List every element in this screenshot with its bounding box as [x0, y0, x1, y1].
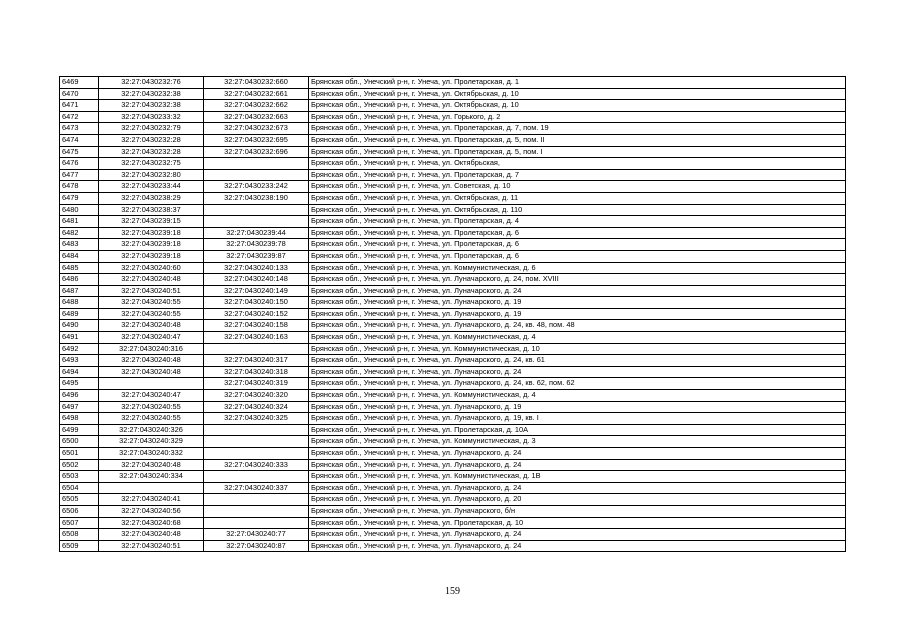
- object-cadastral-number-cell: 32:27:0430240:133: [204, 262, 309, 274]
- object-cadastral-number-cell: 32:27:0430232:695: [204, 134, 309, 146]
- address-cell: Брянская обл., Унечский р-н, г. Унеча, ул. Пролетарская, д. 10: [309, 517, 846, 529]
- table-row: [60, 459, 846, 471]
- table-row: [60, 494, 846, 506]
- row-number-cell: 6505: [60, 494, 99, 506]
- address-cell: Брянская обл., Унечский р-н, г. Унеча, ул. Октябрьская, д. 10: [309, 88, 846, 100]
- land-cadastral-number-cell: 32:27:0430240:55: [99, 401, 204, 413]
- land-cadastral-number-cell: 32:27:0430232:80: [99, 169, 204, 181]
- table-row: [60, 262, 846, 274]
- land-cadastral-number-cell: 32:27:0430240:56: [99, 505, 204, 517]
- table-row: [60, 227, 846, 239]
- land-cadastral-number-cell: 32:27:0430240:48: [99, 459, 204, 471]
- land-cadastral-number-cell: 32:27:0430232:28: [99, 146, 204, 158]
- row-number-cell: 6503: [60, 471, 99, 483]
- row-number-cell: 6482: [60, 227, 99, 239]
- table-row: [60, 239, 846, 251]
- row-number-cell: 6470: [60, 88, 99, 100]
- address-cell: Брянская обл., Унечский р-н, г. Унеча, ул. Октябрьская, д. 10: [309, 100, 846, 112]
- address-cell: Брянская обл., Унечский р-н, г. Унеча, ул. Горького, д. 2: [309, 111, 846, 123]
- land-cadastral-number-cell: 32:27:0430238:29: [99, 192, 204, 204]
- object-cadastral-number-cell: [204, 216, 309, 228]
- land-cadastral-number-cell: 32:27:0430240:332: [99, 448, 204, 460]
- row-number-cell: 6507: [60, 517, 99, 529]
- table-row: [60, 216, 846, 228]
- address-cell: Брянская обл., Унечский р-н, г. Унеча, ул. Луначарского, б/н: [309, 505, 846, 517]
- land-cadastral-number-cell: 32:27:0430239:15: [99, 216, 204, 228]
- object-cadastral-number-cell: 32:27:0430239:44: [204, 227, 309, 239]
- address-cell: Брянская обл., Унечский р-н, г. Унеча, ул. Луначарского, д. 19: [309, 297, 846, 309]
- row-number-cell: 6498: [60, 413, 99, 425]
- land-cadastral-number-cell: 32:27:0430232:38: [99, 88, 204, 100]
- row-number-cell: 6499: [60, 424, 99, 436]
- land-cadastral-number-cell: [99, 482, 204, 494]
- land-cadastral-number-cell: 32:27:0430240:48: [99, 320, 204, 332]
- address-cell: Брянская обл., Унечский р-н, г. Унеча, ул. Пролетарская, д. 7, пом. 19: [309, 123, 846, 135]
- table-row: [60, 413, 846, 425]
- object-cadastral-number-cell: [204, 158, 309, 170]
- table-row: [60, 517, 846, 529]
- land-cadastral-number-cell: 32:27:0430240:326: [99, 424, 204, 436]
- table-row: [60, 505, 846, 517]
- object-cadastral-number-cell: [204, 169, 309, 181]
- object-cadastral-number-cell: 32:27:0430240:320: [204, 390, 309, 402]
- row-number-cell: 6483: [60, 239, 99, 251]
- address-cell: Брянская обл., Унечский р-н, г. Унеча, ул. Луначарского, д. 24: [309, 366, 846, 378]
- object-cadastral-number-cell: [204, 505, 309, 517]
- land-cadastral-number-cell: 32:27:0430240:334: [99, 471, 204, 483]
- table-row: [60, 390, 846, 402]
- row-number-cell: 6474: [60, 134, 99, 146]
- row-number-cell: 6476: [60, 158, 99, 170]
- land-cadastral-number-cell: 32:27:0430232:28: [99, 134, 204, 146]
- object-cadastral-number-cell: 32:27:0430240:158: [204, 320, 309, 332]
- row-number-cell: 6488: [60, 297, 99, 309]
- table-row: [60, 169, 846, 181]
- row-number-cell: 6481: [60, 216, 99, 228]
- row-number-cell: 6479: [60, 192, 99, 204]
- object-cadastral-number-cell: 32:27:0430240:318: [204, 366, 309, 378]
- row-number-cell: 6494: [60, 366, 99, 378]
- land-cadastral-number-cell: 32:27:0430240:329: [99, 436, 204, 448]
- address-cell: Брянская обл., Унечский р-н, г. Унеча, ул. Пролетарская, д. 7: [309, 169, 846, 181]
- table-row: [60, 355, 846, 367]
- land-cadastral-number-cell: 32:27:0430232:79: [99, 123, 204, 135]
- table-row: [60, 111, 846, 123]
- object-cadastral-number-cell: 32:27:0430232:661: [204, 88, 309, 100]
- row-number-cell: 6509: [60, 540, 99, 552]
- object-cadastral-number-cell: [204, 448, 309, 460]
- address-cell: Брянская обл., Унечский р-н, г. Унеча, ул. Пролетарская, д. 5, пом. II: [309, 134, 846, 146]
- table-row: [60, 88, 846, 100]
- object-cadastral-number-cell: 32:27:0430232:663: [204, 111, 309, 123]
- object-cadastral-number-cell: [204, 436, 309, 448]
- land-cadastral-number-cell: 32:27:0430232:75: [99, 158, 204, 170]
- object-cadastral-number-cell: 32:27:0430240:150: [204, 297, 309, 309]
- row-number-cell: 6486: [60, 274, 99, 286]
- object-cadastral-number-cell: 32:27:0430232:660: [204, 77, 309, 89]
- address-cell: Брянская обл., Унечский р-н, г. Унеча, ул. Луначарского, д. 24: [309, 540, 846, 552]
- table-row: [60, 158, 846, 170]
- table-row: [60, 424, 846, 436]
- address-cell: Брянская обл., Унечский р-н, г. Унеча, ул. Коммунистическая, д. 4: [309, 332, 846, 344]
- row-number-cell: 6491: [60, 332, 99, 344]
- object-cadastral-number-cell: [204, 204, 309, 216]
- object-cadastral-number-cell: [204, 424, 309, 436]
- row-number-cell: 6501: [60, 448, 99, 460]
- address-cell: Брянская обл., Унечский р-н, г. Унеча, ул. Луначарского, д. 24: [309, 529, 846, 541]
- row-number-cell: 6469: [60, 77, 99, 89]
- object-cadastral-number-cell: 32:27:0430240:324: [204, 401, 309, 413]
- address-cell: Брянская обл., Унечский р-н, г. Унеча, ул. Луначарского, д. 24, кв. 62, пом. 62: [309, 378, 846, 390]
- row-number-cell: 6504: [60, 482, 99, 494]
- table-row: [60, 471, 846, 483]
- address-cell: Брянская обл., Унечский р-н, г. Унеча, ул. Коммунистическая, д. 6: [309, 262, 846, 274]
- land-cadastral-number-cell: 32:27:0430240:48: [99, 366, 204, 378]
- row-number-cell: 6496: [60, 390, 99, 402]
- address-cell: Брянская обл., Унечский р-н, г. Унеча, ул. Октябрьская, д. 110: [309, 204, 846, 216]
- object-cadastral-number-cell: [204, 494, 309, 506]
- land-cadastral-number-cell: 32:27:0430240:55: [99, 308, 204, 320]
- object-cadastral-number-cell: 32:27:0430240:149: [204, 285, 309, 297]
- table-row: [60, 308, 846, 320]
- row-number-cell: 6485: [60, 262, 99, 274]
- table-row: [60, 100, 846, 112]
- row-number-cell: 6480: [60, 204, 99, 216]
- land-cadastral-number-cell: [99, 378, 204, 390]
- table-row: [60, 181, 846, 193]
- land-cadastral-number-cell: 32:27:0430239:18: [99, 239, 204, 251]
- land-cadastral-number-cell: 32:27:0430240:55: [99, 297, 204, 309]
- land-cadastral-number-cell: 32:27:0430233:44: [99, 181, 204, 193]
- row-number-cell: 6508: [60, 529, 99, 541]
- table-row: [60, 366, 846, 378]
- land-cadastral-number-cell: 32:27:0430239:18: [99, 250, 204, 262]
- object-cadastral-number-cell: 32:27:0430240:77: [204, 529, 309, 541]
- table-row: [60, 285, 846, 297]
- address-cell: Брянская обл., Унечский р-н, г. Унеча, ул. Октябрьская, д. 11: [309, 192, 846, 204]
- object-cadastral-number-cell: 32:27:0430240:148: [204, 274, 309, 286]
- land-cadastral-number-cell: 32:27:0430238:37: [99, 204, 204, 216]
- address-cell: Брянская обл., Унечский р-н, г. Унеча, ул. Луначарского, д. 24, пом. XVIII: [309, 274, 846, 286]
- address-cell: Брянская обл., Унечский р-н, г. Унеча, ул. Пролетарская, д. 4: [309, 216, 846, 228]
- row-number-cell: 6473: [60, 123, 99, 135]
- object-cadastral-number-cell: 32:27:0430239:87: [204, 250, 309, 262]
- address-cell: Брянская обл., Унечский р-н, г. Унеча, ул. Луначарского, д. 20: [309, 494, 846, 506]
- object-cadastral-number-cell: [204, 343, 309, 355]
- address-cell: Брянская обл., Унечский р-н, г. Унеча, ул. Луначарского, д. 24, кв. 61: [309, 355, 846, 367]
- row-number-cell: 6487: [60, 285, 99, 297]
- land-cadastral-number-cell: 32:27:0430240:47: [99, 390, 204, 402]
- object-cadastral-number-cell: 32:27:0430238:190: [204, 192, 309, 204]
- land-cadastral-number-cell: 32:27:0430240:47: [99, 332, 204, 344]
- land-cadastral-number-cell: 32:27:0430240:316: [99, 343, 204, 355]
- object-cadastral-number-cell: 32:27:0430240:319: [204, 378, 309, 390]
- address-cell: Брянская обл., Унечский р-н, г. Унеча, ул. Коммунистическая, д. 4: [309, 390, 846, 402]
- land-cadastral-number-cell: 32:27:0430239:18: [99, 227, 204, 239]
- land-cadastral-number-cell: 32:27:0430232:76: [99, 77, 204, 89]
- land-cadastral-number-cell: 32:27:0430240:55: [99, 413, 204, 425]
- address-cell: Брянская обл., Унечский р-н, г. Унеча, ул. Луначарского, д. 24, кв. 48, пом. 48: [309, 320, 846, 332]
- table-row: [60, 123, 846, 135]
- table-row: [60, 297, 846, 309]
- row-number-cell: 6500: [60, 436, 99, 448]
- row-number-cell: 6493: [60, 355, 99, 367]
- object-cadastral-number-cell: 32:27:0430240:152: [204, 308, 309, 320]
- row-number-cell: 6477: [60, 169, 99, 181]
- row-number-cell: 6484: [60, 250, 99, 262]
- table-row: [60, 146, 846, 158]
- table-row: [60, 192, 846, 204]
- land-cadastral-number-cell: 32:27:0430240:51: [99, 540, 204, 552]
- address-cell: Брянская обл., Унечский р-н, г. Унеча, ул. Пролетарская, д. 10А: [309, 424, 846, 436]
- row-number-cell: 6471: [60, 100, 99, 112]
- table-row: [60, 529, 846, 541]
- land-cadastral-number-cell: 32:27:0430240:60: [99, 262, 204, 274]
- land-cadastral-number-cell: 32:27:0430232:38: [99, 100, 204, 112]
- address-cell: Брянская обл., Унечский р-н, г. Унеча, ул. Коммунистическая, д. 3: [309, 436, 846, 448]
- land-cadastral-number-cell: 32:27:0430240:41: [99, 494, 204, 506]
- row-number-cell: 6472: [60, 111, 99, 123]
- address-cell: Брянская обл., Унечский р-н, г. Унеча, ул. Луначарского, д. 19: [309, 308, 846, 320]
- row-number-cell: 6497: [60, 401, 99, 413]
- object-cadastral-number-cell: 32:27:0430239:78: [204, 239, 309, 251]
- address-cell: Брянская обл., Унечский р-н, г. Унеча, ул. Луначарского, д. 19: [309, 401, 846, 413]
- row-number-cell: 6478: [60, 181, 99, 193]
- address-cell: Брянская обл., Унечский р-н, г. Унеча, ул. Коммунистическая, д. 1В: [309, 471, 846, 483]
- row-number-cell: 6489: [60, 308, 99, 320]
- object-cadastral-number-cell: 32:27:0430232:662: [204, 100, 309, 112]
- address-cell: Брянская обл., Унечский р-н, г. Унеча, ул. Пролетарская, д. 6: [309, 250, 846, 262]
- table-row: [60, 436, 846, 448]
- page-number: 159: [445, 586, 460, 597]
- land-cadastral-number-cell: 32:27:0430240:48: [99, 355, 204, 367]
- row-number-cell: 6502: [60, 459, 99, 471]
- table-row: [60, 378, 846, 390]
- object-cadastral-number-cell: 32:27:0430240:163: [204, 332, 309, 344]
- object-cadastral-number-cell: 32:27:0430232:673: [204, 123, 309, 135]
- row-number-cell: 6490: [60, 320, 99, 332]
- row-number-cell: 6492: [60, 343, 99, 355]
- land-cadastral-number-cell: 32:27:0430240:48: [99, 274, 204, 286]
- address-cell: Брянская обл., Унечский р-н, г. Унеча, ул. Октябрьская,: [309, 158, 846, 170]
- object-cadastral-number-cell: 32:27:0430240:325: [204, 413, 309, 425]
- registry-table-body: [60, 77, 846, 552]
- address-cell: Брянская обл., Унечский р-н, г. Унеча, ул. Пролетарская, д. 6: [309, 227, 846, 239]
- address-cell: Брянская обл., Унечский р-н, г. Унеча, ул. Луначарского, д. 24: [309, 459, 846, 471]
- object-cadastral-number-cell: 32:27:0430240:317: [204, 355, 309, 367]
- table-row: [60, 250, 846, 262]
- address-cell: Брянская обл., Унечский р-н, г. Унеча, ул. Пролетарская, д. 1: [309, 77, 846, 89]
- table-row: [60, 204, 846, 216]
- table-row: [60, 482, 846, 494]
- address-cell: Брянская обл., Унечский р-н, г. Унеча, ул. Коммунистическая, д. 10: [309, 343, 846, 355]
- cadastral-registry-table: [59, 76, 846, 552]
- table-row: [60, 320, 846, 332]
- table-row: [60, 401, 846, 413]
- land-cadastral-number-cell: 32:27:0430240:51: [99, 285, 204, 297]
- address-cell: Брянская обл., Унечский р-н, г. Унеча, ул. Луначарского, д. 19, кв. I: [309, 413, 846, 425]
- address-cell: Брянская обл., Унечский р-н, г. Унеча, ул. Пролетарская, д. 5, пом. I: [309, 146, 846, 158]
- address-cell: Брянская обл., Унечский р-н, г. Унеча, ул. Луначарского, д. 24: [309, 482, 846, 494]
- object-cadastral-number-cell: 32:27:0430240:337: [204, 482, 309, 494]
- land-cadastral-number-cell: 32:27:0430240:48: [99, 529, 204, 541]
- address-cell: Брянская обл., Унечский р-н, г. Унеча, ул. Луначарского, д. 24: [309, 285, 846, 297]
- land-cadastral-number-cell: 32:27:0430233:32: [99, 111, 204, 123]
- row-number-cell: 6506: [60, 505, 99, 517]
- object-cadastral-number-cell: 32:27:0430240:87: [204, 540, 309, 552]
- table-row: [60, 448, 846, 460]
- address-cell: Брянская обл., Унечский р-н, г. Унеча, ул. Луначарского, д. 24: [309, 448, 846, 460]
- table-row: [60, 77, 846, 89]
- table-row: [60, 274, 846, 286]
- object-cadastral-number-cell: [204, 471, 309, 483]
- object-cadastral-number-cell: 32:27:0430232:696: [204, 146, 309, 158]
- address-cell: Брянская обл., Унечский р-н, г. Унеча, ул. Пролетарская, д. 6: [309, 239, 846, 251]
- address-cell: Брянская обл., Унечский р-н, г. Унеча, ул. Советская, д. 10: [309, 181, 846, 193]
- table-row: [60, 343, 846, 355]
- table-row: [60, 540, 846, 552]
- object-cadastral-number-cell: 32:27:0430240:333: [204, 459, 309, 471]
- row-number-cell: 6475: [60, 146, 99, 158]
- object-cadastral-number-cell: 32:27:0430233:242: [204, 181, 309, 193]
- row-number-cell: 6495: [60, 378, 99, 390]
- table-row: [60, 332, 846, 344]
- land-cadastral-number-cell: 32:27:0430240:68: [99, 517, 204, 529]
- object-cadastral-number-cell: [204, 517, 309, 529]
- table-row: [60, 134, 846, 146]
